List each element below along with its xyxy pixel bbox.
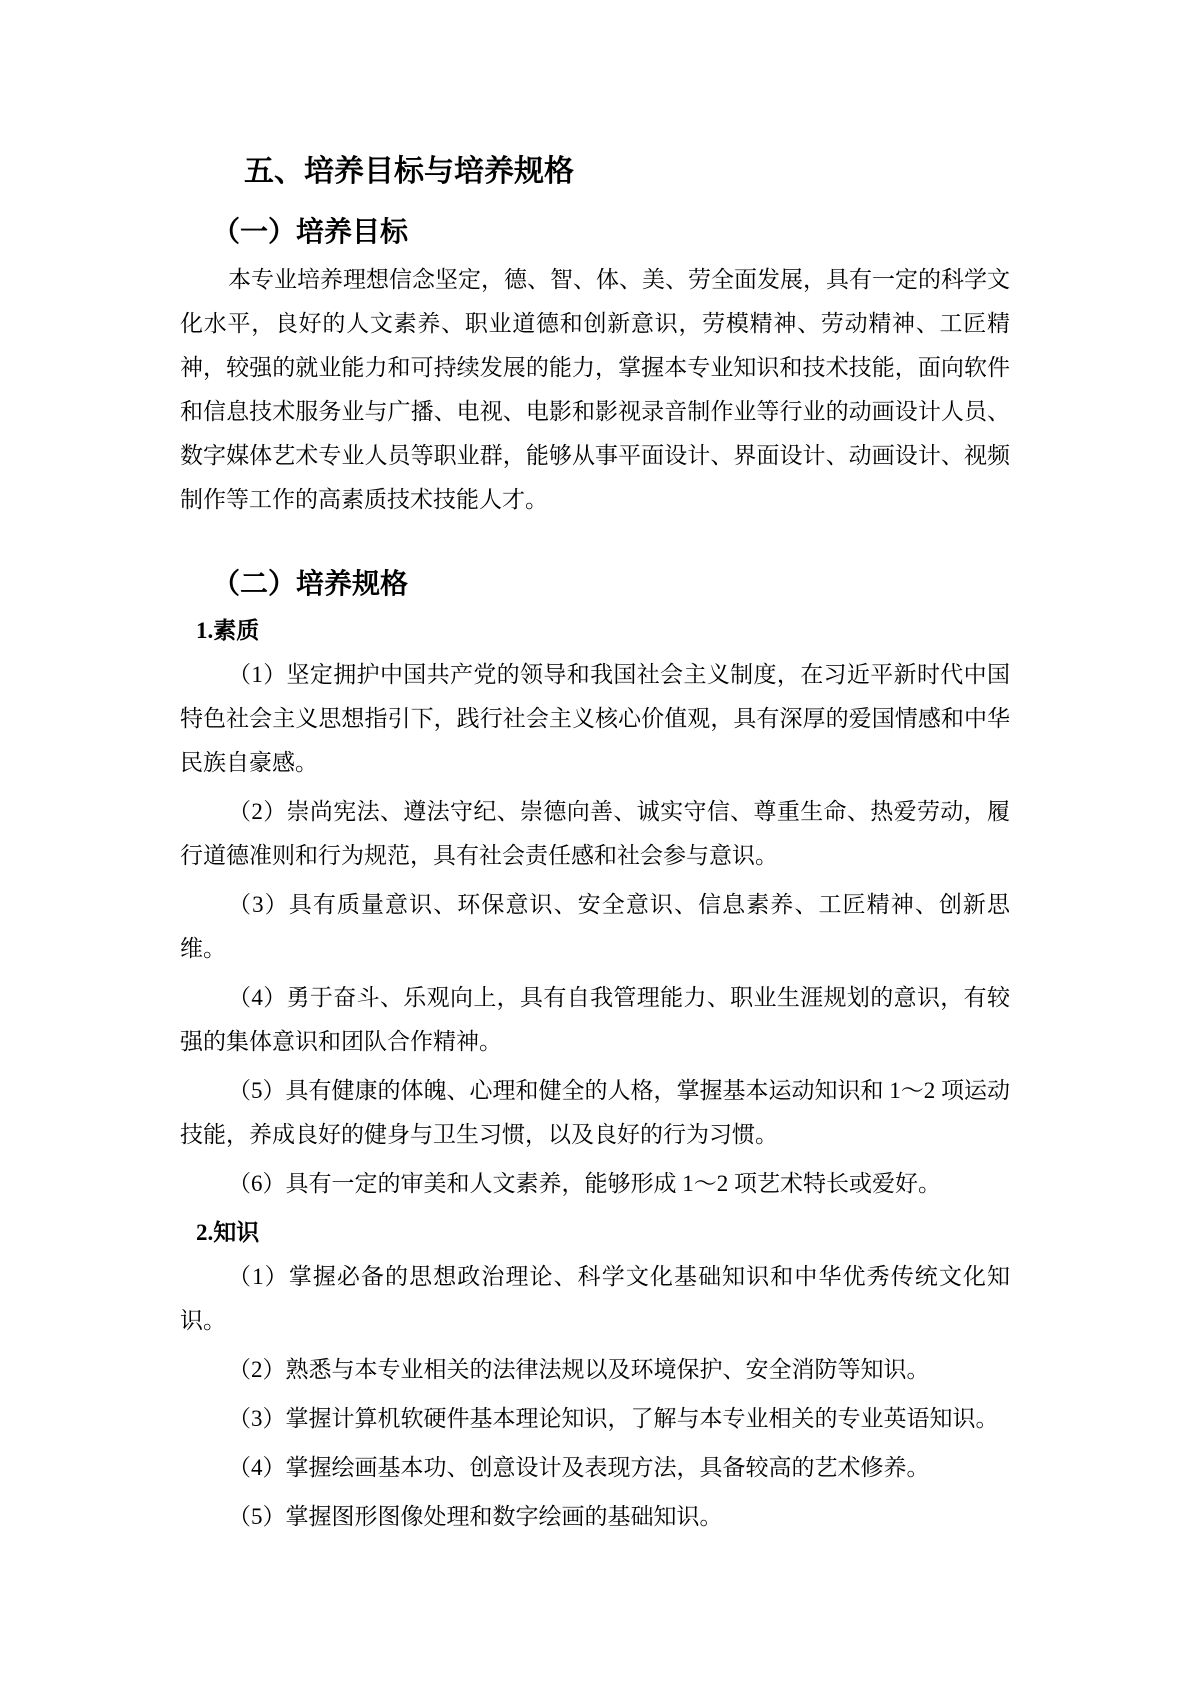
quality-item-3: （3）具有质量意识、环保意识、安全意识、信息素养、工匠精神、创新思维。: [180, 892, 1010, 961]
quality-item-2: （2）崇尚宪法、遵法守纪、崇德向善、诚实守信、尊重生命、热爱劳动，履行道德准则和行为规范，具有社会责任感和社会参与意识。: [180, 799, 1010, 868]
quality-item-4: （4）勇于奋斗、乐观向上，具有自我管理能力、职业生涯规划的意识，有较强的集体意识和团队合作精神。: [180, 985, 1010, 1054]
training-objectives-paragraph: 本专业培养理想信念坚定，德、智、体、美、劳全面发展，具有一定的科学文化水平，良好的人文素养、职业道德和创新意识，劳模精神、劳动精神、工匠精神，较强的就业能力和可持续发展的能力，掌握本专业知识和技术技能，面向软件和信息技术服务业与广播、电视、电影和影视录音制作业等行业的动画设计人员、数字媒体艺术专业人员等职业群，能够从事平面设计、界面设计、动画设计、视频制作等工作的高素质技术技能人才。: [180, 267, 1010, 512]
page-title: 五、培养目标与培养规格: [244, 155, 574, 188]
knowledge-item-1: （1）掌握必备的思想政治理论、科学文化基础知识和中华优秀传统文化知识。: [180, 1264, 1010, 1333]
knowledge-item-2: （2）熟悉与本专业相关的法律法规以及环境保护、安全消防等知识。: [228, 1357, 930, 1382]
knowledge-item-3: （3）掌握计算机软硬件基本理论知识，了解与本专业相关的专业英语知识。: [228, 1406, 999, 1431]
quality-item-6: （6）具有一定的审美和人文素养，能够形成 1～2 项艺术特长或爱好。: [228, 1171, 941, 1196]
heading-training-objectives: （一）培养目标: [212, 216, 409, 247]
knowledge-item-4: （4）掌握绘画基本功、创意设计及表现方法，具备较高的艺术修养。: [228, 1455, 930, 1480]
quality-item-5: （5）具有健康的体魄、心理和健全的人格，掌握基本运动知识和 1～2 项运动技能，养成良好的健身与卫生习惯，以及良好的行为习惯。: [180, 1078, 1010, 1147]
heading-training-specifications: （二）培养规格: [212, 568, 409, 599]
knowledge-item-5: （5）掌握图形图像处理和数字绘画的基础知识。: [228, 1504, 723, 1529]
label-quality: 1.素质: [196, 618, 260, 643]
label-knowledge: 2.知识: [196, 1220, 260, 1245]
quality-item-1: （1）坚定拥护中国共产党的领导和我国社会主义制度，在习近平新时代中国特色社会主义思想指引下，践行社会主义核心价值观，具有深厚的爱国情感和中华民族自豪感。: [180, 662, 1010, 775]
document-content: [180, 152, 1010, 1544]
